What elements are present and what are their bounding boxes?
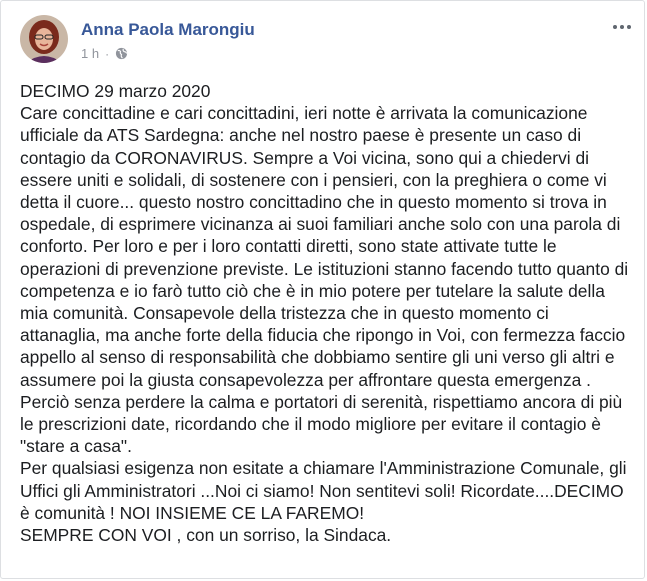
- post-meta: [81, 46, 128, 61]
- post-body: DECIMO 29 marzo 2020 Care concittadine e cari concittadini, ieri notte è arrivata la comunicazione ufficiale da ATS Sardegna: anche nel nostro paese è presente un caso di contagio da CORONAVIRUS. Sempre a Voi vicina, sono qui a chiedervi di essere uniti e solidali, di sostenere con i pensieri, con la preghiera o come vi detta il cuore... questo nostro concittadino che in questo momento si trova in ospedale, di esprimere vicinanza ai suoi familiari anche solo con una parola di conforto. Per loro e per i loro contatti diretti, sono state attivate tutte le operazioni di prevenzione previste. Le istituzioni stanno facendo tutto quanto di competenza e io farò tutto ciò che è in mio potere per tutelare la salute della mia comunità. Consapevole della tristezza che in questo momento ci attanaglia, ma anche forte della fiducia che ripongo in Voi, con fermezza faccio appello al senso di responsabilità che dobbiamo sentire gli uni verso gli altri e assumere poi la giusta consapevolezza per affrontare questa emergenza . Perciò senza perdere la calma e portatori di serenità, rispettiamo ancora di più le prescrizioni date, ricordando che il modo migliore per evitare il contagio è "stare a casa". Per qualsiasi esigenza non esitate a chiamare l'Amministrazione Comunale, gli Uffici gli Amministratori ...Noi ci siamo! Non sentitevi soli! Ricordate....DECIMO è comunità ! NOI INSIEME CE LA FAREMO! SEMPRE CON VOI , con un sorriso, la Sindaca.: [20, 81, 629, 546]
- more-dot: [613, 25, 617, 29]
- globe-icon[interactable]: [115, 47, 128, 60]
- author-name[interactable]: Anna Paola Marongiu: [81, 20, 255, 39]
- more-dot: [627, 25, 631, 29]
- post-time[interactable]: 1 h: [81, 46, 100, 61]
- meta-separator: ·: [105, 46, 110, 61]
- more-dot: [620, 25, 624, 29]
- avatar-photo: [20, 15, 68, 63]
- more-options-icon[interactable]: [610, 19, 634, 35]
- avatar[interactable]: [20, 15, 68, 63]
